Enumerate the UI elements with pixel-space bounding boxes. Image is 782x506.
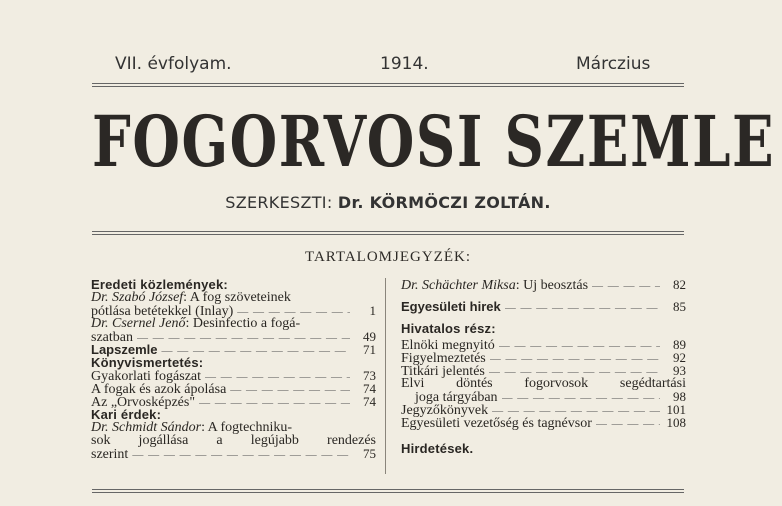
column-divider: [385, 278, 386, 474]
leader-dots: [592, 280, 660, 293]
toc-entry-fogak: [91, 382, 376, 395]
page-number: 108: [666, 415, 686, 430]
title-szabo-1: : A fog szöveteinek: [183, 290, 291, 305]
title-csernel-1: : Desinfectio a fogá-: [185, 316, 301, 331]
author-schmidt: Dr. Schmidt Sándor: [91, 420, 202, 435]
page-number: 74: [363, 394, 376, 409]
page-number: 92: [673, 350, 686, 365]
leader-dots: [596, 418, 660, 431]
vezetoseg-label: Egyesületi vezetőség és tagnévsor: [401, 416, 592, 431]
title-szabo-2: pótlása betétekkel (Inlay): [91, 304, 234, 319]
page-number: 85: [673, 299, 686, 314]
page-number: 93: [673, 363, 686, 378]
title-schmidt-2: sok jogállása a legújabb rendezés: [91, 433, 376, 448]
editor-name: Dr. KÖRMÖCZI ZOLTÁN.: [337, 193, 551, 212]
footer-divider: [92, 489, 684, 493]
toc-entry-schmidt-cont: [91, 434, 376, 447]
elvi-line-1: Elvi döntés fogorvosok segédtartási: [401, 376, 686, 391]
title-schmidt-3: szerint: [91, 447, 129, 462]
toc-entry-csernel: [91, 317, 376, 330]
toc-right-column: [401, 278, 686, 455]
page-number: 73: [363, 368, 376, 383]
month-label: Márczius: [576, 54, 651, 74]
author-csernel: Dr. Csernel Jenő: [91, 316, 186, 331]
toc-entry-gyak: [91, 369, 376, 382]
section-heading-hivatalos: Hivatalos rész:: [401, 321, 496, 336]
egyesuleti-label: Egyesületi hirek: [401, 299, 501, 314]
toc-entry-schmidt-end: [91, 447, 376, 460]
section-heading-konyv: Könyvismertetés:: [91, 355, 204, 370]
leader-dots: [132, 449, 350, 462]
page-number: 75: [363, 446, 376, 461]
page-number: 89: [673, 337, 686, 352]
toc-entry-egyesuleti: [401, 300, 686, 313]
page-number: 71: [363, 342, 376, 357]
header-divider: [92, 83, 684, 87]
year-label: 1914.: [380, 54, 429, 74]
page-number: 98: [673, 389, 686, 404]
title-schachter: : Uj beosztás: [515, 278, 589, 293]
toc-entry-vezetoseg: [401, 416, 686, 429]
page-number: 82: [673, 277, 686, 292]
figyelmeztetes-label: Figyelmeztetés: [401, 351, 486, 366]
gyak-label: Gyakorlati fogászat: [91, 369, 202, 384]
lapszemle-label: Lapszemle: [91, 342, 158, 357]
elnoki-label: Elnöki megnyitó: [401, 338, 495, 353]
page-number: 49: [363, 329, 376, 344]
title-csernel-2: szatban: [91, 330, 133, 345]
leader-dots: [505, 302, 660, 315]
author-schachter: Dr. Schächter Miksa: [401, 278, 516, 293]
section-heading-kari: Kari érdek:: [91, 407, 162, 422]
toc-entry-szabo: [91, 291, 376, 304]
journal-title-text: FOGORVOSI SZEMLE: [92, 100, 776, 183]
titkari-label: Titkári jelentés: [401, 364, 485, 379]
toc-entry-hirdetesek: Hirdetések.: [401, 441, 474, 456]
page-number: 101: [666, 402, 686, 417]
page-number: 1: [369, 303, 376, 318]
toc-entry-schachter: [401, 278, 686, 291]
editor-label: SZERKESZTI:: [225, 193, 333, 212]
jegyzo-label: Jegyzőkönyvek: [401, 403, 489, 418]
editor-line: [92, 193, 684, 212]
toc-entry-elvi: [401, 377, 686, 390]
fogak-label: A fogak és azok ápolása: [91, 382, 227, 397]
volume-label: VII. évfolyam.: [115, 54, 232, 74]
toc-entry-figyelmeztetes: [401, 351, 686, 364]
title-schmidt-1: : A fogtechniku-: [201, 420, 293, 435]
masthead-divider: [92, 231, 684, 235]
page-number: 74: [363, 381, 376, 396]
author-szabo: Dr. Szabó József: [91, 290, 184, 305]
toc-entry-elnoki: [401, 338, 686, 351]
elvi-line-2: joga tárgyában: [415, 390, 498, 405]
toc-left-column: [91, 278, 376, 460]
section-heading-eredeti: Eredeti közlemények:: [91, 277, 228, 292]
schachter-text: [401, 279, 588, 292]
journal-title: [92, 100, 776, 183]
toc-title: TARTALOMJEGYZÉK:: [304, 249, 471, 265]
toc-entry-elvi-cont: [401, 390, 686, 403]
toc-entry-jegyzo: [401, 403, 686, 416]
orvos-label: Az „Orvosképzés": [91, 395, 196, 410]
